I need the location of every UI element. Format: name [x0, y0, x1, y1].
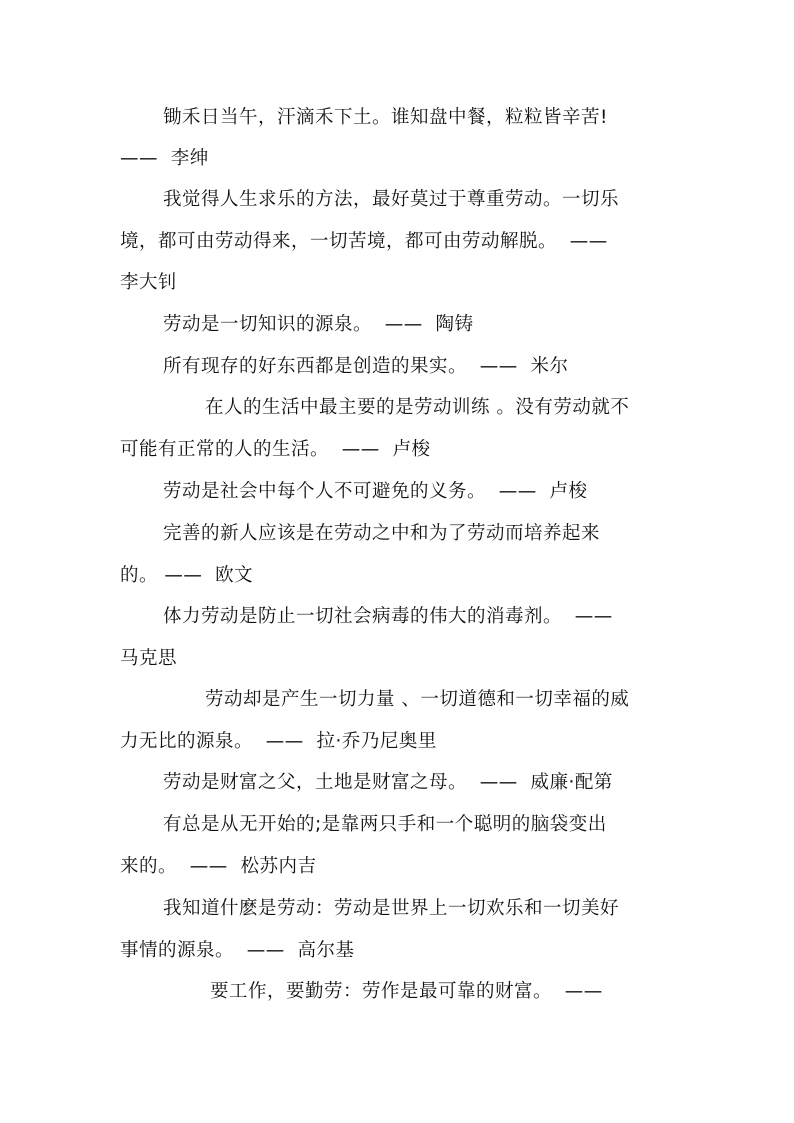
- quote-line: —— 李绅: [120, 148, 209, 169]
- quote-line: 境，都可由劳动得来，一切苦境，都可由劳动解脱。 ——: [120, 231, 608, 252]
- quote-line: 有总是从无开始的;是靠两只手和一个聪明的脑袋变出: [163, 814, 607, 835]
- quote-line: 我觉得人生求乐的方法，最好莫过于尊重劳动。一切乐: [163, 189, 620, 210]
- quote-line: 事情的源泉。 —— 高尔基: [120, 940, 355, 961]
- quote-line: 我知道什麽是劳动：劳动是世界上一切欢乐和一切美好: [163, 898, 620, 919]
- quote-line: 要工作，要勤劳：劳作是最可靠的财富。 ——: [210, 981, 603, 1002]
- quote-line: 来的。 —— 松苏内吉: [120, 856, 317, 877]
- quote-line: 劳动却是产生一切力量 、一切道德和一切幸福的威: [205, 689, 630, 710]
- quote-line: 完善的新人应该是在劳动之中和为了劳动而培养起来: [163, 523, 601, 544]
- quote-line: 劳动是一切知识的源泉。 —— 陶铸: [163, 314, 474, 335]
- quote-line: 马克思: [120, 648, 178, 669]
- quote-line: 的。 —— 欧文: [120, 565, 254, 586]
- quote-line: 在人的生活中最主要的是劳动训练 。没有劳动就不: [205, 397, 630, 418]
- quote-line: 力无比的源泉。 —— 拉·乔乃尼奥里: [120, 731, 437, 752]
- quote-line: 劳动是社会中每个人不可避免的义务。 —— 卢梭: [163, 481, 588, 502]
- quote-line: 体力劳动是防止一切社会病毒的伟大的消毒剂。 ——: [163, 606, 613, 627]
- quote-line: 劳动是财富之父，土地是财富之母。 —— 威廉·配第: [163, 772, 613, 793]
- quote-line: 锄禾日当午，汗滴禾下土。谁知盘中餐，粒粒皆辛苦!: [163, 107, 608, 128]
- quote-line: 所有现存的好东西都是创造的果实。 —— 米尔: [163, 356, 569, 377]
- quote-line: 李大钊: [120, 272, 178, 293]
- quote-line: 可能有正常的人的生活。 —— 卢梭: [120, 439, 431, 460]
